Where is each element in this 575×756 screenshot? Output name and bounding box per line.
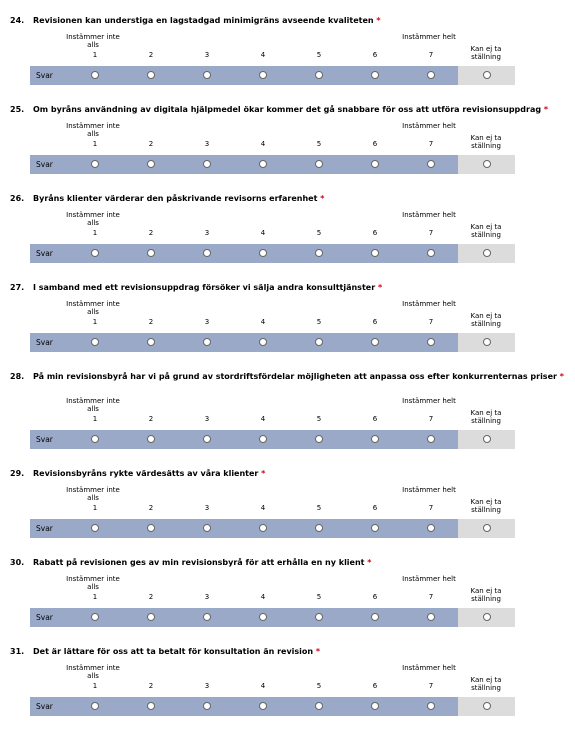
rating-radio-3[interactable]	[203, 613, 211, 621]
rating-radio-5[interactable]	[315, 249, 323, 257]
question-number: 31.	[10, 647, 25, 656]
question-text-label: Rabatt på revisionen ges av min revisionsbyrå för att erhålla en ny klient	[33, 558, 365, 567]
answer-row	[30, 608, 458, 627]
answer-row	[30, 430, 458, 449]
rating-radio-4[interactable]	[259, 249, 267, 257]
rating-radio-1[interactable]	[91, 435, 99, 443]
scale-point-number: 2	[148, 229, 154, 237]
scale-low-label: Instämmer inte alls	[66, 211, 120, 227]
rating-radio-2[interactable]	[147, 613, 155, 621]
na-radio[interactable]	[483, 524, 491, 532]
na-cell	[458, 697, 515, 716]
na-radio[interactable]	[483, 160, 491, 168]
rating-radio-1[interactable]	[91, 524, 99, 532]
scale-point-number: 6	[372, 229, 378, 237]
rating-radio-6[interactable]	[371, 702, 379, 710]
question-block	[0, 178, 575, 267]
scale-point-number: 7	[428, 593, 434, 601]
answer-row-label: Svar	[36, 613, 53, 622]
scale-high-label: Instämmer helt	[402, 300, 456, 308]
scale-low-label: Instämmer inte alls	[66, 33, 120, 49]
rating-radio-6[interactable]	[371, 613, 379, 621]
na-cell	[458, 333, 515, 352]
rating-radio-6[interactable]	[371, 524, 379, 532]
scale-point-number: 3	[204, 140, 210, 148]
rating-radio-5[interactable]	[315, 338, 323, 346]
question-text-label: Det är lättare för oss att ta betalt för konsultation än revision	[33, 647, 314, 656]
scale-na-label: Kan ej ta ställning	[470, 409, 502, 425]
rating-radio-1[interactable]	[91, 338, 99, 346]
scale-point-number: 5	[316, 415, 322, 423]
rating-radio-7[interactable]	[427, 435, 435, 443]
rating-radio-2[interactable]	[147, 249, 155, 257]
scale-point-number: 7	[428, 229, 434, 237]
rating-radio-1[interactable]	[91, 249, 99, 257]
scale-point-number: 5	[316, 51, 322, 59]
scale-point-number: 6	[372, 504, 378, 512]
na-cell	[458, 155, 515, 174]
answer-row	[30, 519, 458, 538]
question-text-label: På min revisionsbyrå har vi på grund av stordriftsfördelar möjligheten att anpassa oss efter konkurrenternas priser	[33, 372, 557, 381]
scale-high-label: Instämmer helt	[402, 486, 456, 494]
rating-radio-4[interactable]	[259, 338, 267, 346]
question-number: 24.	[10, 16, 25, 25]
scale-point-number: 7	[428, 51, 434, 59]
scale-point-number: 1	[92, 504, 98, 512]
rating-radio-3[interactable]	[203, 71, 211, 79]
rating-radio-2[interactable]	[147, 435, 155, 443]
scale-high-label: Instämmer helt	[402, 211, 456, 219]
required-marker: *	[376, 16, 381, 25]
scale-point-number: 1	[92, 682, 98, 690]
na-cell	[458, 66, 515, 85]
required-marker: *	[543, 105, 549, 114]
question-text	[33, 194, 568, 204]
scale-na-label: Kan ej ta ställning	[470, 45, 502, 61]
rating-radio-5[interactable]	[315, 435, 323, 443]
scale-na-label: Kan ej ta ställning	[470, 587, 502, 603]
rating-radio-2[interactable]	[147, 524, 155, 532]
scale-point-number: 1	[92, 318, 98, 326]
scale-point-number: 2	[148, 140, 154, 148]
scale-point-number: 2	[148, 593, 154, 601]
scale-low-label: Instämmer inte alls	[66, 575, 120, 591]
scale-point-number: 1	[92, 229, 98, 237]
scale-point-number: 1	[92, 593, 98, 601]
question-number: 30.	[10, 558, 25, 567]
scale-high-label: Instämmer helt	[402, 397, 456, 405]
question-number: 29.	[10, 469, 25, 478]
rating-radio-2[interactable]	[147, 160, 155, 168]
required-marker: *	[559, 372, 564, 381]
rating-radio-7[interactable]	[427, 71, 435, 79]
rating-radio-1[interactable]	[91, 613, 99, 621]
scale-point-number: 6	[372, 593, 378, 601]
answer-row	[30, 333, 458, 352]
scale-point-number: 3	[204, 682, 210, 690]
question-number: 28.	[10, 372, 25, 381]
question-block	[0, 356, 575, 453]
question-number: 25.	[10, 105, 25, 114]
scale-point-number: 4	[260, 140, 266, 148]
scale-point-number: 4	[260, 415, 266, 423]
rating-radio-4[interactable]	[259, 702, 267, 710]
rating-radio-7[interactable]	[427, 249, 435, 257]
scale-na-label: Kan ej ta ställning	[470, 498, 502, 514]
scale-point-number: 3	[204, 504, 210, 512]
scale-na-label: Kan ej ta ställning	[470, 676, 502, 692]
scale-point-number: 3	[204, 415, 210, 423]
scale-point-number: 3	[204, 318, 210, 326]
scale-low-label: Instämmer inte alls	[66, 486, 120, 502]
scale-low-label: Instämmer inte alls	[66, 397, 120, 413]
rating-radio-7[interactable]	[427, 338, 435, 346]
scale-point-number: 5	[316, 140, 322, 148]
scale-point-number: 1	[92, 51, 98, 59]
scale-point-number: 3	[204, 593, 210, 601]
question-text	[33, 647, 568, 657]
na-cell	[458, 608, 515, 627]
rating-radio-5[interactable]	[315, 524, 323, 532]
scale-low-label: Instämmer inte alls	[66, 664, 120, 680]
scale-point-number: 4	[260, 593, 266, 601]
scale-point-number: 2	[148, 504, 154, 512]
rating-radio-4[interactable]	[259, 613, 267, 621]
question-text-label: Om byråns användning av digitala hjälpmedel ökar kommer det gå snabbare för oss att utföra revisionsuppdrag	[33, 105, 542, 114]
scale-point-number: 5	[316, 593, 322, 601]
answer-row-label: Svar	[36, 160, 53, 169]
scale-point-number: 6	[372, 140, 378, 148]
answer-row-label: Svar	[36, 338, 53, 347]
question-block	[0, 542, 575, 631]
scale-point-number: 4	[260, 504, 266, 512]
scale-point-number: 7	[428, 318, 434, 326]
scale-high-label: Instämmer helt	[402, 33, 456, 41]
rating-radio-3[interactable]	[203, 338, 211, 346]
question-number: 27.	[10, 283, 25, 292]
scale-point-number: 6	[372, 51, 378, 59]
answer-row-label: Svar	[36, 702, 53, 711]
required-marker: *	[261, 469, 266, 478]
scale-na-label: Kan ej ta ställning	[470, 134, 502, 150]
answer-row-label: Svar	[36, 71, 53, 80]
scale-point-number: 6	[372, 682, 378, 690]
answer-row-label: Svar	[36, 435, 53, 444]
answer-row-label: Svar	[36, 249, 53, 258]
na-cell	[458, 430, 515, 449]
scale-point-number: 5	[316, 229, 322, 237]
rating-radio-4[interactable]	[259, 160, 267, 168]
na-radio[interactable]	[483, 613, 491, 621]
rating-radio-1[interactable]	[91, 71, 99, 79]
scale-point-number: 2	[148, 682, 154, 690]
rating-radio-7[interactable]	[427, 702, 435, 710]
scale-point-number: 7	[428, 504, 434, 512]
answer-row	[30, 155, 458, 174]
scale-point-number: 4	[260, 318, 266, 326]
rating-radio-2[interactable]	[147, 702, 155, 710]
scale-point-number: 4	[260, 682, 266, 690]
rating-radio-7[interactable]	[427, 613, 435, 621]
scale-point-number: 7	[428, 140, 434, 148]
scale-point-number: 6	[372, 415, 378, 423]
na-cell	[458, 244, 515, 263]
question-text	[33, 558, 568, 568]
scale-point-number: 2	[148, 415, 154, 423]
answer-row	[30, 244, 458, 263]
rating-radio-6[interactable]	[371, 435, 379, 443]
scale-point-number: 1	[92, 415, 98, 423]
required-marker: *	[377, 283, 383, 292]
rating-radio-1[interactable]	[91, 160, 99, 168]
question-text	[33, 283, 568, 293]
rating-radio-6[interactable]	[371, 71, 379, 79]
rating-radio-3[interactable]	[203, 435, 211, 443]
rating-radio-2[interactable]	[147, 71, 155, 79]
scale-point-number: 4	[260, 51, 266, 59]
question-block	[0, 0, 575, 89]
scale-na-label: Kan ej ta ställning	[470, 223, 502, 239]
na-radio[interactable]	[483, 249, 491, 257]
question-number: 26.	[10, 194, 25, 203]
scale-point-number: 5	[316, 682, 322, 690]
question-text-label: Revisionen kan understiga en lagstadgad minimigräns avseende kvaliteten	[33, 16, 374, 25]
rating-radio-3[interactable]	[203, 249, 211, 257]
na-radio[interactable]	[483, 702, 491, 710]
answer-row-label: Svar	[36, 524, 53, 533]
rating-radio-5[interactable]	[315, 160, 323, 168]
scale-point-number: 2	[148, 51, 154, 59]
rating-radio-5[interactable]	[315, 613, 323, 621]
rating-radio-3[interactable]	[203, 160, 211, 168]
scale-point-number: 4	[260, 229, 266, 237]
rating-radio-2[interactable]	[147, 338, 155, 346]
rating-radio-1[interactable]	[91, 702, 99, 710]
rating-radio-3[interactable]	[203, 524, 211, 532]
rating-radio-5[interactable]	[315, 702, 323, 710]
question-block	[0, 267, 575, 356]
required-marker: *	[315, 647, 321, 656]
question-block	[0, 631, 575, 720]
scale-point-number: 5	[316, 504, 322, 512]
rating-radio-7[interactable]	[427, 524, 435, 532]
rating-radio-5[interactable]	[315, 71, 323, 79]
scale-point-number: 3	[204, 229, 210, 237]
rating-radio-6[interactable]	[371, 249, 379, 257]
scale-point-number: 6	[372, 318, 378, 326]
scale-high-label: Instämmer helt	[402, 664, 456, 672]
rating-radio-4[interactable]	[259, 71, 267, 79]
question-text	[33, 16, 568, 26]
scale-high-label: Instämmer helt	[402, 575, 456, 583]
scale-point-number: 7	[428, 682, 434, 690]
na-radio[interactable]	[483, 435, 491, 443]
question-text-label: Byråns klienter värderar den påskrivande revisorns erfarenhet	[33, 194, 318, 203]
question-text	[33, 372, 568, 382]
na-radio[interactable]	[483, 338, 491, 346]
rating-radio-4[interactable]	[259, 524, 267, 532]
required-marker: *	[367, 558, 372, 567]
scale-low-label: Instämmer inte alls	[66, 300, 120, 316]
question-text-label: Revisionsbyråns rykte värdesätts av våra klienter	[33, 469, 259, 478]
scale-point-number: 2	[148, 318, 154, 326]
scale-high-label: Instämmer helt	[402, 122, 456, 130]
question-block	[0, 89, 575, 178]
required-marker: *	[320, 194, 325, 203]
rating-radio-7[interactable]	[427, 160, 435, 168]
answer-row	[30, 66, 458, 85]
scale-point-number: 5	[316, 318, 322, 326]
scale-point-number: 7	[428, 415, 434, 423]
question-text	[33, 105, 568, 115]
scale-point-number: 3	[204, 51, 210, 59]
question-block	[0, 453, 575, 542]
na-radio[interactable]	[483, 71, 491, 79]
rating-radio-3[interactable]	[203, 702, 211, 710]
answer-row	[30, 697, 458, 716]
question-text-label: I samband med ett revisionsuppdrag försöker vi sälja andra konsulttjänster	[33, 283, 376, 292]
rating-radio-6[interactable]	[371, 160, 379, 168]
scale-low-label: Instämmer inte alls	[66, 122, 120, 138]
na-cell	[458, 519, 515, 538]
question-text	[33, 469, 568, 479]
rating-radio-4[interactable]	[259, 435, 267, 443]
scale-na-label: Kan ej ta ställning	[470, 312, 502, 328]
rating-radio-6[interactable]	[371, 338, 379, 346]
scale-point-number: 1	[92, 140, 98, 148]
